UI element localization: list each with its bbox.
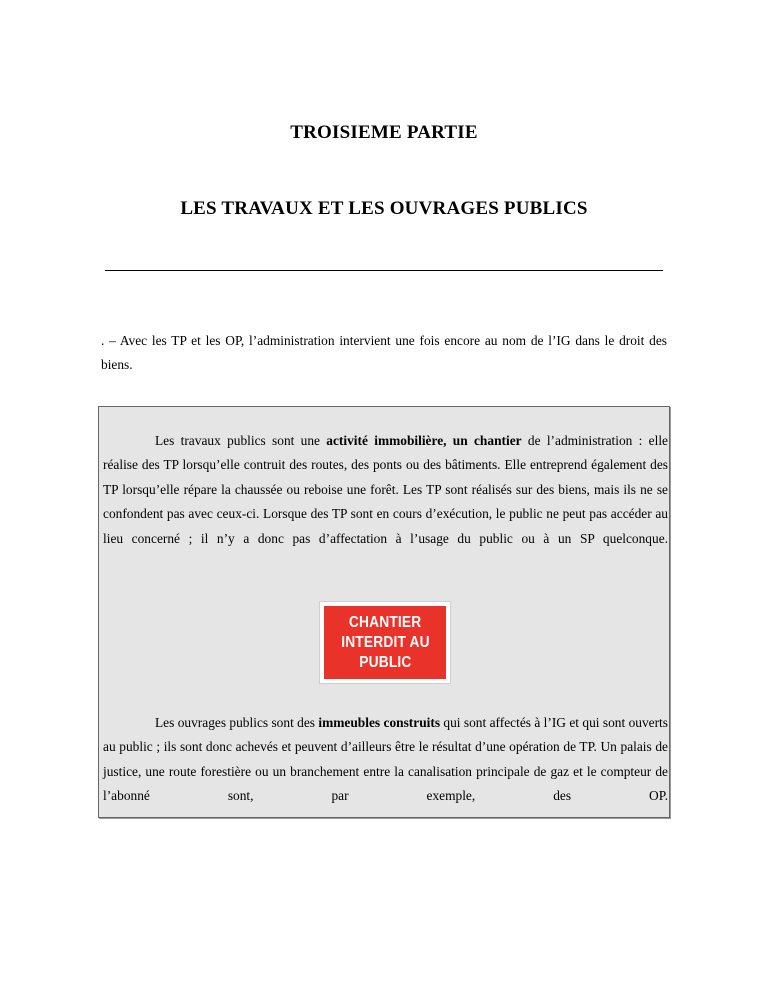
intro-paragraph: . – Avec les TP et les OP, l’administration intervient une fois encore au nom de l’IG dans le droit des biens. [101, 333, 667, 372]
part-title: TROISIEME PARTIE [290, 122, 478, 143]
sign-line-2: INTERDIT AU [340, 633, 430, 651]
ouvrages-publics-paragraph [103, 711, 668, 809]
chantier-interdit-sign [319, 601, 451, 684]
sign-red-panel [324, 606, 446, 679]
p2-text-before: Les ouvrages publics sont des [155, 715, 319, 730]
p1-text-after: de l’administration : elle réalise des TP lorsqu’elle contruit des routes, des ponts ou des bâtiments. Elle entreprend également des TP lorsqu’elle répare la chaussée ou reboise une forêt. Les TP sont réalisés sur des biens, mais ils ne se confondent pas avec ceux-ci. Lorsque des TP sont en cours d’exécution, le public ne peut pas accéder au lieu concerné ; il n’y a donc pas d’affectation à l’usage du public ou à un SP quelconque. [103, 433, 668, 546]
p1-text-before: Les travaux publics sont une [155, 433, 327, 448]
p2-text-after: qui sont affectés à l’IG et qui sont ouverts au public ; ils sont donc achevés et peuvent d’ailleurs être le résultat d’une opération de TP. Un palais de justice, une route forestière ou un branchement entre la canalisation principale de gaz et le compteur de l’abonné sont, par exemple, des OP. [103, 715, 668, 804]
travaux-publics-paragraph [103, 429, 668, 551]
p1-emphasis: activité immobilière, un chantier [326, 433, 522, 448]
page-title: LES TRAVAUX ET LES OUVRAGES PUBLICS [180, 198, 588, 219]
horizontal-rule [105, 270, 663, 271]
p2-emphasis: immeubles construits [318, 715, 441, 730]
sign-line-3: PUBLIC [358, 653, 412, 671]
sign-line-1: CHANTIER [348, 613, 422, 631]
definition-box [98, 406, 670, 818]
